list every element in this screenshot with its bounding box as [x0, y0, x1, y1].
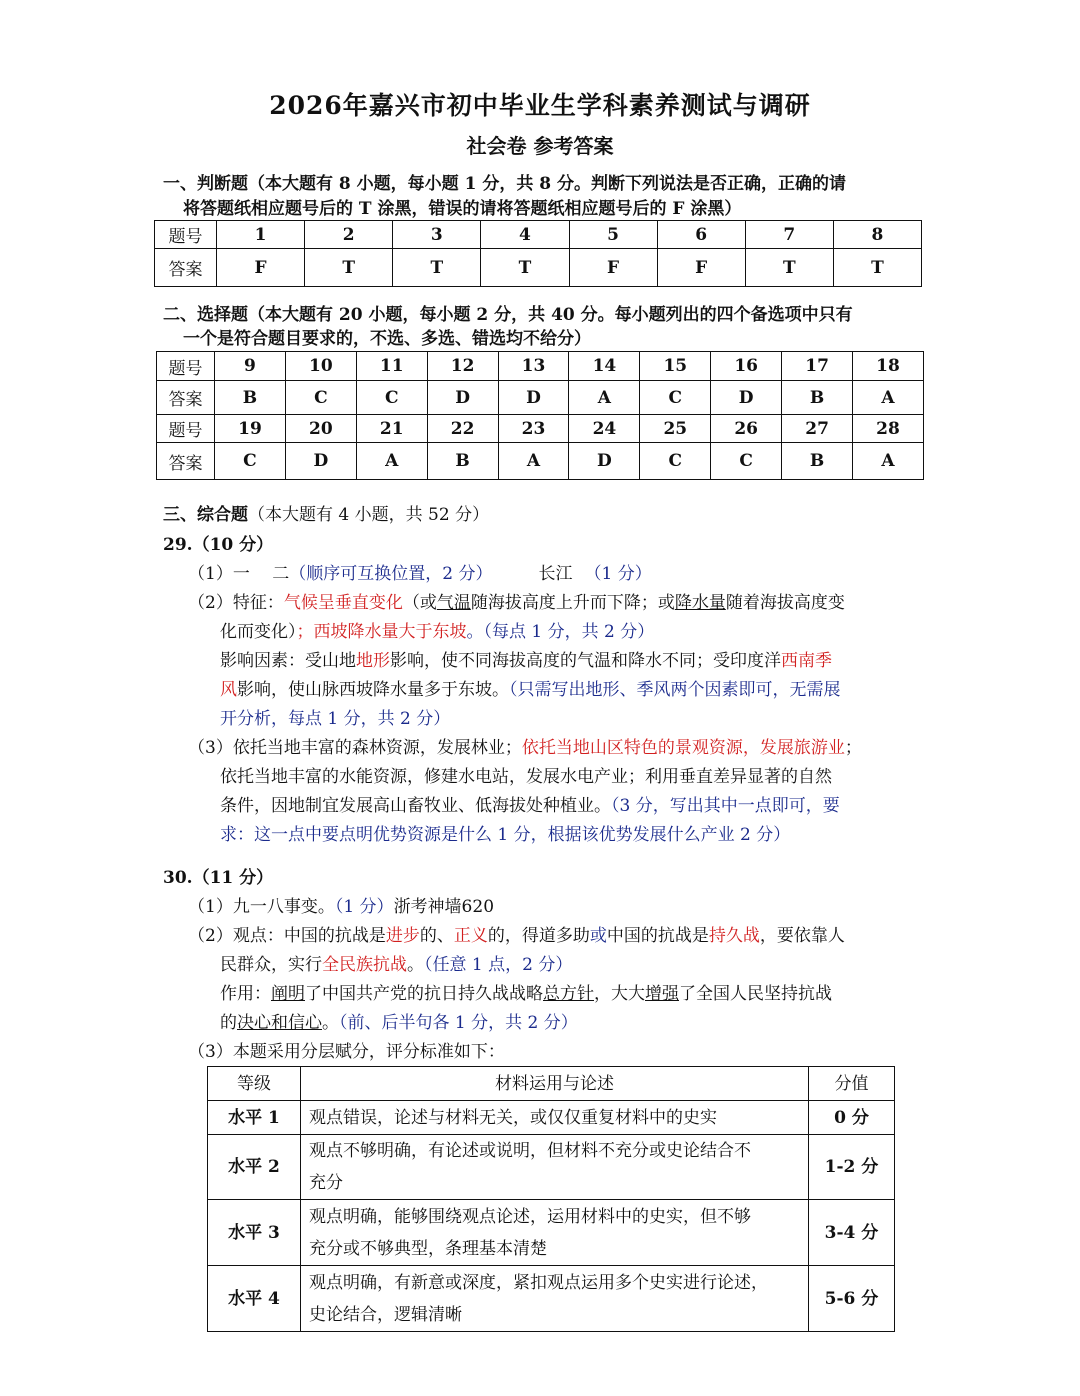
score-cell: 1-2 分: [809, 1135, 895, 1200]
q29-p2-text: （或: [402, 593, 437, 613]
q30-p2-text: ，大大: [594, 984, 645, 1004]
q29-p2-key4: 西南季: [781, 651, 832, 671]
table-row: [208, 1266, 895, 1332]
q29-part2-line5: 开分析，每点 1 分，共 2 分）: [220, 709, 451, 729]
q30-watermark-text: 浙考神墙620: [393, 897, 495, 917]
row-label: 答案: [157, 381, 215, 415]
table-cell: 4: [481, 221, 569, 249]
q30-p2-key2: 正义: [453, 926, 488, 946]
table-cell: 8: [833, 221, 921, 249]
table-cell: 15: [640, 352, 711, 381]
table-cell: C: [640, 443, 711, 480]
table-cell: D: [498, 381, 569, 415]
q30-p2-text: 。: [322, 1013, 339, 1033]
q29-part2-line4: [220, 676, 841, 705]
table-row: [157, 443, 924, 480]
table-cell: 18: [853, 352, 924, 381]
q29-p2-text: 影响，使不同海拔高度的气温和降水不同；受印度洋: [390, 651, 781, 671]
score-cell: 3-4 分: [809, 1200, 895, 1266]
table-cell: 23: [498, 415, 569, 443]
table-cell: C: [356, 381, 427, 415]
q30-p2-ul: 增强: [645, 984, 679, 1004]
table-cell: 5: [569, 221, 657, 249]
table-cell: 14: [569, 352, 640, 381]
desc-cell: [301, 1200, 809, 1266]
q29-part2-line2: [220, 618, 654, 647]
table-cell: A: [853, 443, 924, 480]
table-row: [208, 1101, 895, 1135]
table-cell: 7: [745, 221, 833, 249]
row-label: 题号: [155, 221, 217, 249]
q29-part3-line4: 求：这一点中要点明优势资源是什么 1 分，根据该优势发展什么产业 2 分）: [220, 825, 791, 845]
part1-heading-line2: 将答题纸相应题号后的 T 涂黑，错误的请将答题纸相应题号后的 F 涂黑）: [183, 199, 742, 219]
q30-p2-key3: 持久战: [708, 926, 760, 946]
table-cell: D: [427, 381, 498, 415]
q29-part2-line1: [188, 589, 845, 618]
table-row: [157, 352, 924, 381]
table-cell: 28: [853, 415, 924, 443]
q29-p1-answer: 长江: [538, 564, 573, 584]
table-cell: 27: [782, 415, 853, 443]
table-cell: D: [711, 381, 782, 415]
table-cell: 12: [427, 352, 498, 381]
q30-p1-score: （1 分）: [334, 897, 394, 917]
table-cell: B: [427, 443, 498, 480]
table-row: [157, 381, 924, 415]
q29-p2-key2: 西坡降水量大于东坡: [313, 622, 467, 642]
q30-part2-line1: [188, 922, 845, 951]
q29-p2-text: 影响，使山脉西坡降水量多于东坡。: [237, 680, 509, 700]
table-header-row: [208, 1067, 895, 1101]
q29-p2-sep: ；: [296, 622, 314, 642]
table-cell: 24: [569, 415, 640, 443]
q29-p2-text: 随海拔高度上升而下降；或: [470, 593, 675, 613]
q30-p2-text: 的、: [419, 926, 454, 946]
desc-line: 史论结合，逻辑清晰: [309, 1304, 462, 1325]
q29-p3-text: （3）依托当地丰富的森林资源，发展林业；: [188, 738, 522, 758]
desc-cell: [301, 1266, 809, 1332]
q29-p2-key3: 地形: [356, 651, 390, 671]
q30-p2-score: （任意 1 点，2 分）: [424, 955, 573, 975]
q30-heading: 30.（11 分）: [163, 868, 274, 888]
part3-heading-rest: （本大题有 4 小题，共 52 分）: [248, 505, 490, 525]
score-cell: 5-6 分: [809, 1266, 895, 1332]
table-cell: F: [217, 249, 305, 287]
table-row: [155, 221, 922, 249]
table-cell: D: [569, 443, 640, 480]
table-cell: 2: [305, 221, 393, 249]
table-cell: C: [711, 443, 782, 480]
q30-p2-text: 中国的抗战是: [606, 926, 709, 946]
q29-part3-line1: [188, 734, 862, 763]
part1-answer-table: [154, 220, 922, 287]
q30-p2-text: 民群众，实行: [220, 955, 322, 975]
table-cell: 1: [217, 221, 305, 249]
level-cell: 水平 2: [208, 1135, 301, 1200]
q30-p2-text: （2）观点：中国的抗战是: [188, 926, 386, 946]
q30-p2-text: 了全国人民坚持抗战: [679, 984, 832, 1004]
q30-p2-text: ，要依靠人: [759, 926, 845, 946]
q29-p2-ul2: 降水量: [674, 593, 726, 613]
table-cell: F: [657, 249, 745, 287]
page-title: 2026年嘉兴市初中毕业生学科素养测试与调研: [269, 91, 811, 120]
table-cell: 6: [657, 221, 745, 249]
desc-cell: [301, 1135, 809, 1200]
q30-p2-score: （前、后半句各 1 分，共 2 分）: [339, 1013, 578, 1033]
desc-line: 充分: [309, 1173, 343, 1193]
q30-p2-text: 的: [220, 1013, 237, 1033]
table-cell: A: [498, 443, 569, 480]
table-cell: B: [782, 381, 853, 415]
part1-heading-line1: 一、判断题（本大题有 8 小题，每小题 1 分，共 8 分。判断下列说法是否正确，正确的请: [163, 174, 846, 194]
q30-p2-text: 的，得道多助: [487, 926, 590, 946]
row-label: 答案: [155, 249, 217, 287]
q30-part2-line2: [220, 951, 572, 980]
q29-p1-score2: （1 分）: [584, 564, 652, 584]
part2-heading-line1: 二、选择题（本大题有 20 小题，每小题 2 分，共 40 分。每小题列出的四个备选项中只有: [163, 305, 853, 325]
q29-p2-key4b: 风: [220, 680, 237, 700]
q29-p2-label: （2）特征：: [188, 593, 284, 613]
desc-line: 观点明确，能够围绕观点论述，运用材料中的史实，但不够: [309, 1206, 751, 1227]
row-label: 题号: [157, 352, 215, 381]
table-cell: 10: [285, 352, 356, 381]
table-cell: B: [215, 381, 286, 415]
table-cell: C: [215, 443, 286, 480]
header-score: 分值: [809, 1067, 895, 1101]
table-cell: 19: [215, 415, 286, 443]
q29-p1-text: （1）一 二: [188, 564, 290, 584]
table-cell: C: [285, 381, 356, 415]
row-label: 题号: [157, 415, 215, 443]
part3-heading-bold: 三、综合题: [163, 505, 248, 525]
q29-p3-key: 依托当地山区特色的景观资源，发展旅游业: [521, 738, 845, 758]
q30-p2-ul: 总方针: [543, 984, 594, 1004]
q29-p2-score: 。（每点 1 分，共 2 分）: [466, 622, 655, 642]
table-cell: 22: [427, 415, 498, 443]
table-cell: T: [305, 249, 393, 287]
level-cell: 水平 1: [208, 1101, 301, 1135]
table-cell: T: [745, 249, 833, 287]
table-cell: 16: [711, 352, 782, 381]
table-cell: 9: [215, 352, 286, 381]
desc-line: 观点错误，论述与材料无关，或仅仅重复材料中的史实: [309, 1107, 717, 1128]
table-cell: T: [833, 249, 921, 287]
q30-part3: （3）本题采用分层赋分，评分标准如下：: [188, 1042, 505, 1062]
q29-p3-note: （3 分，写出其中一点即可，要: [611, 796, 840, 816]
table-cell: A: [356, 443, 427, 480]
table-row: [208, 1200, 895, 1266]
row-label: 答案: [157, 443, 215, 480]
q29-p2-text: 化而变化）: [220, 622, 297, 642]
q30-p2-ul: 决心和信心: [237, 1013, 322, 1033]
q29-p2-text: 影响因素：受山地: [220, 651, 356, 671]
q29-p2-ul1: 气温: [436, 593, 471, 613]
table-cell: 26: [711, 415, 782, 443]
q30-p2-text: 。: [407, 955, 424, 975]
page-subtitle: 社会卷 参考答案: [466, 134, 614, 158]
q29-part3-line2: 依托当地丰富的水能资源，修建水电站，发展水电产业；利用垂直差异显著的自然: [220, 767, 832, 787]
part2-answer-table: [156, 351, 924, 480]
table-cell: 13: [498, 352, 569, 381]
q29-part3-line3: [220, 792, 840, 821]
q30-p2-text: 作用：: [220, 984, 271, 1004]
part2-heading-line2: 一个是符合题目要求的，不选、多选、错选均不给分）: [183, 329, 591, 349]
q30-p2-text: 了中国共产党的抗日持久战战略: [305, 984, 543, 1004]
q29-part2-line3: [220, 647, 832, 676]
table-cell: C: [640, 381, 711, 415]
table-cell: T: [481, 249, 569, 287]
table-cell: F: [569, 249, 657, 287]
q30-p2-ul: 阐明: [271, 984, 305, 1004]
desc-cell: [301, 1101, 809, 1135]
part3-heading: [163, 501, 489, 530]
desc-line: 充分或不够典型，条理基本清楚: [309, 1238, 547, 1259]
table-cell: 20: [285, 415, 356, 443]
q29-heading: 29.（10 分）: [163, 535, 274, 555]
table-row: [157, 415, 924, 443]
table-cell: B: [782, 443, 853, 480]
table-cell: A: [569, 381, 640, 415]
q29-p3-text: ；: [844, 738, 862, 758]
score-cell: 0 分: [809, 1101, 895, 1135]
q30-p2-key1: 进步: [385, 926, 420, 946]
q29-p3-text: 条件，因地制宜发展高山畜牧业、低海拔处种植业。: [220, 796, 611, 816]
header-level: 等级: [208, 1067, 301, 1101]
desc-line: 观点明确，有新意或深度，紧扣观点运用多个史实进行论述，: [309, 1272, 768, 1293]
level-cell: 水平 3: [208, 1200, 301, 1266]
scoring-table: [207, 1066, 895, 1332]
table-row: [155, 249, 922, 287]
header-desc: 材料运用与论述: [301, 1067, 809, 1101]
q30-p1-text: （1）九一八事变。: [188, 897, 335, 917]
table-cell: 25: [640, 415, 711, 443]
table-cell: T: [393, 249, 481, 287]
table-cell: D: [285, 443, 356, 480]
q30-p2-or: 或: [589, 926, 607, 946]
q30-p2-key4: 全民族抗战: [322, 955, 407, 975]
table-cell: A: [853, 381, 924, 415]
q29-p1-score: （顺序可互换位置，2 分）: [289, 564, 493, 584]
q29-p2-note: （只需写出地形、季风两个因素即可，无需展: [509, 680, 841, 700]
table-cell: 21: [356, 415, 427, 443]
table-cell: 17: [782, 352, 853, 381]
q29-p2-text: 随着海拔高度变: [725, 593, 845, 613]
q30-part2-line4: [220, 1009, 578, 1038]
q29-part1: [188, 560, 652, 589]
q29-p2-key1: 气候呈垂直变化: [283, 593, 403, 613]
level-cell: 水平 4: [208, 1266, 301, 1332]
q30-part1: [188, 893, 494, 922]
table-cell: 11: [356, 352, 427, 381]
desc-line: 观点不够明确，有论述或说明，但材料不充分或史论结合不: [309, 1141, 751, 1161]
table-row: [208, 1135, 895, 1200]
q30-part2-line3: [220, 980, 832, 1009]
table-cell: 3: [393, 221, 481, 249]
